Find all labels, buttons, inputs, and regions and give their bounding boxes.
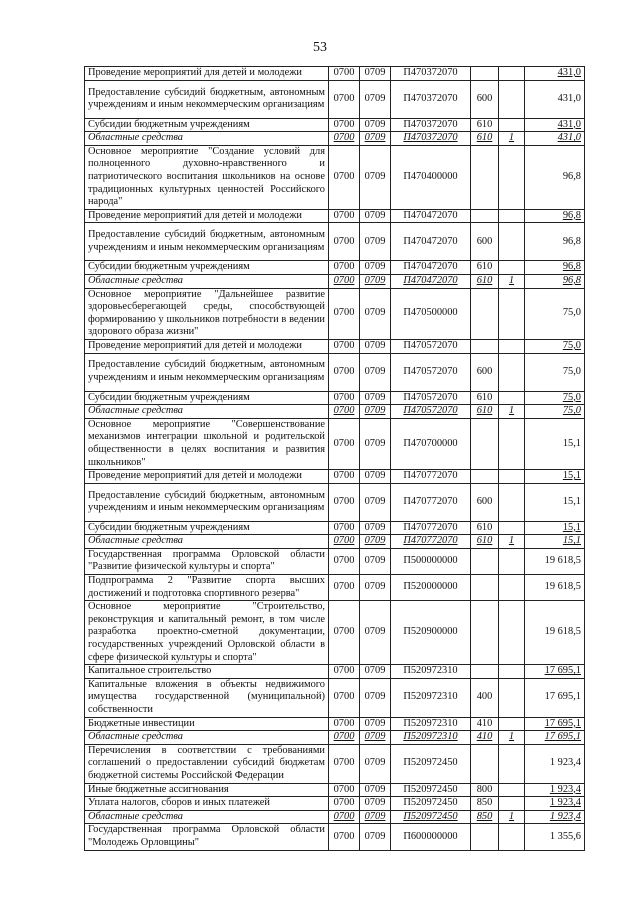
expense-type-code: 850 (471, 797, 499, 811)
subsection-code: 0709 (360, 470, 391, 484)
subsection-code: 0709 (360, 717, 391, 731)
funding-source (499, 80, 525, 118)
expense-type-code: 850 (471, 810, 499, 824)
row-name: Областные средства (85, 731, 329, 745)
target-article-code: П520972450 (391, 797, 471, 811)
subsection-code: 0709 (360, 132, 391, 146)
table-row (85, 339, 585, 353)
expense-type-code: 610 (471, 274, 499, 288)
page-number: 53 (313, 40, 327, 55)
target-article-code: П470372070 (391, 118, 471, 132)
subsection-code: 0709 (360, 810, 391, 824)
expense-type-code: 600 (471, 223, 499, 261)
table-row (85, 118, 585, 132)
subsection-code: 0709 (360, 261, 391, 275)
expense-type-code (471, 575, 499, 601)
table-row (85, 391, 585, 405)
subsection-code: 0709 (360, 665, 391, 679)
subsection-code: 0709 (360, 678, 391, 717)
table-row (85, 405, 585, 419)
subsection-code: 0709 (360, 67, 391, 81)
subsection-code: 0709 (360, 209, 391, 223)
table-row (85, 67, 585, 81)
section-code: 0700 (329, 418, 360, 469)
row-name: Предоставление субсидий бюджетным, автономным учреждениям и иным некоммерческим организациям (85, 483, 329, 521)
subsection-code: 0709 (360, 118, 391, 132)
expense-type-code (471, 548, 499, 574)
row-name: Проведение мероприятий для детей и молодежи (85, 470, 329, 484)
amount: 431,0 (525, 118, 585, 132)
table-row (85, 132, 585, 146)
row-name: Основное мероприятие "Строительство, реконструкция и капитальный ремонт, в том числе разработка проектно-сметной документации, государственных учреждений Орловской области в сфере физической культуры и спорта" (85, 601, 329, 665)
expense-type-code: 410 (471, 717, 499, 731)
target-article-code: П470572070 (391, 339, 471, 353)
target-article-code: П470572070 (391, 391, 471, 405)
table-row (85, 731, 585, 745)
section-code: 0700 (329, 470, 360, 484)
subsection-code: 0709 (360, 601, 391, 665)
amount: 96,8 (525, 274, 585, 288)
amount: 1 923,4 (525, 810, 585, 824)
table-row (85, 261, 585, 275)
table-row (85, 678, 585, 717)
target-article-code: П520972450 (391, 783, 471, 797)
row-name: Субсидии бюджетным учреждениям (85, 391, 329, 405)
subsection-code: 0709 (360, 405, 391, 419)
funding-source (499, 261, 525, 275)
amount: 1 923,4 (525, 783, 585, 797)
subsection-code: 0709 (360, 521, 391, 535)
row-name: Государственная программа Орловской области "Молодежь Орловщины" (85, 824, 329, 850)
expense-type-code: 410 (471, 731, 499, 745)
target-article-code: П520972310 (391, 717, 471, 731)
amount: 15,1 (525, 418, 585, 469)
funding-source (499, 209, 525, 223)
target-article-code: П470772070 (391, 521, 471, 535)
table-row (85, 575, 585, 601)
expense-type-code: 610 (471, 118, 499, 132)
amount: 96,8 (525, 145, 585, 209)
row-name: Проведение мероприятий для детей и молодежи (85, 339, 329, 353)
subsection-code: 0709 (360, 797, 391, 811)
expense-type-code (471, 418, 499, 469)
section-code: 0700 (329, 665, 360, 679)
expense-type-code: 610 (471, 535, 499, 549)
expense-type-code (471, 67, 499, 81)
amount: 96,8 (525, 261, 585, 275)
funding-source (499, 353, 525, 391)
section-code: 0700 (329, 731, 360, 745)
row-name: Основное мероприятие "Создание условий для полноценного духовно-нравственного и патриотического воспитания школьников на основе традиционных культурных ценностей Российского народа" (85, 145, 329, 209)
funding-source (499, 665, 525, 679)
target-article-code: П470472070 (391, 261, 471, 275)
table-row (85, 783, 585, 797)
funding-source (499, 118, 525, 132)
section-code: 0700 (329, 274, 360, 288)
funding-source (499, 717, 525, 731)
budget-table (84, 66, 585, 851)
row-name: Областные средства (85, 132, 329, 146)
expense-type-code (471, 145, 499, 209)
section-code: 0700 (329, 535, 360, 549)
subsection-code: 0709 (360, 339, 391, 353)
row-name: Субсидии бюджетным учреждениям (85, 118, 329, 132)
funding-source (499, 418, 525, 469)
expense-type-code: 610 (471, 391, 499, 405)
section-code: 0700 (329, 223, 360, 261)
target-article-code: П520972450 (391, 810, 471, 824)
amount: 75,0 (525, 391, 585, 405)
expense-type-code (471, 665, 499, 679)
amount: 1 355,6 (525, 824, 585, 850)
subsection-code: 0709 (360, 288, 391, 339)
expense-type-code (471, 470, 499, 484)
row-name: Субсидии бюджетным учреждениям (85, 261, 329, 275)
amount: 19 618,5 (525, 575, 585, 601)
target-article-code: П470372070 (391, 80, 471, 118)
funding-source (499, 470, 525, 484)
section-code: 0700 (329, 678, 360, 717)
row-name: Областные средства (85, 405, 329, 419)
subsection-code: 0709 (360, 483, 391, 521)
table-row (85, 223, 585, 261)
expense-type-code: 800 (471, 783, 499, 797)
target-article-code: П470572070 (391, 405, 471, 419)
table-row (85, 521, 585, 535)
expense-type-code: 600 (471, 483, 499, 521)
target-article-code: П520972450 (391, 744, 471, 783)
subsection-code: 0709 (360, 783, 391, 797)
amount: 19 618,5 (525, 548, 585, 574)
expense-type-code (471, 744, 499, 783)
row-name: Проведение мероприятий для детей и молодежи (85, 209, 329, 223)
amount: 15,1 (525, 521, 585, 535)
funding-source (499, 548, 525, 574)
funding-source (499, 575, 525, 601)
table-row (85, 418, 585, 469)
row-name: Капитальные вложения в объекты недвижимого имущества государственной (муниципальной) собственности (85, 678, 329, 717)
row-name: Предоставление субсидий бюджетным, автономным учреждениям и иным некоммерческим организациям (85, 223, 329, 261)
subsection-code: 0709 (360, 824, 391, 850)
amount: 17 695,1 (525, 731, 585, 745)
table-row (85, 288, 585, 339)
target-article-code: П500000000 (391, 548, 471, 574)
amount: 431,0 (525, 67, 585, 81)
funding-source (499, 339, 525, 353)
subsection-code: 0709 (360, 744, 391, 783)
funding-source (499, 67, 525, 81)
amount: 75,0 (525, 288, 585, 339)
expense-type-code: 610 (471, 132, 499, 146)
target-article-code: П470400000 (391, 145, 471, 209)
amount: 431,0 (525, 132, 585, 146)
table-row (85, 810, 585, 824)
funding-source: 1 (499, 274, 525, 288)
funding-source (499, 783, 525, 797)
expense-type-code (471, 601, 499, 665)
expense-type-code (471, 288, 499, 339)
subsection-code: 0709 (360, 80, 391, 118)
funding-source (499, 744, 525, 783)
funding-source (499, 521, 525, 535)
row-name: Государственная программа Орловской области "Развитие физической культуры и спорта" (85, 548, 329, 574)
section-code: 0700 (329, 67, 360, 81)
subsection-code: 0709 (360, 535, 391, 549)
section-code: 0700 (329, 209, 360, 223)
table-row (85, 548, 585, 574)
amount: 15,1 (525, 470, 585, 484)
subsection-code: 0709 (360, 353, 391, 391)
target-article-code: П470372070 (391, 132, 471, 146)
row-name: Иные бюджетные ассигнования (85, 783, 329, 797)
section-code: 0700 (329, 405, 360, 419)
section-code: 0700 (329, 575, 360, 601)
target-article-code: П470772070 (391, 483, 471, 521)
subsection-code: 0709 (360, 145, 391, 209)
row-name: Основное мероприятие "Совершенствование механизмов интеграции школьной и родительской общественности в целях воспитания и развития школьников" (85, 418, 329, 469)
expense-type-code (471, 339, 499, 353)
row-name: Областные средства (85, 535, 329, 549)
row-name: Субсидии бюджетным учреждениям (85, 521, 329, 535)
section-code: 0700 (329, 353, 360, 391)
target-article-code: П520972310 (391, 731, 471, 745)
funding-source (499, 223, 525, 261)
table-row (85, 470, 585, 484)
row-name: Областные средства (85, 274, 329, 288)
funding-source (499, 483, 525, 521)
target-article-code: П470700000 (391, 418, 471, 469)
section-code: 0700 (329, 783, 360, 797)
target-article-code: П470772070 (391, 470, 471, 484)
table-row (85, 717, 585, 731)
table-row (85, 353, 585, 391)
target-article-code: П470372070 (391, 67, 471, 81)
table-row (85, 824, 585, 850)
table-row (85, 80, 585, 118)
row-name: Бюджетные инвестиции (85, 717, 329, 731)
expense-type-code: 610 (471, 521, 499, 535)
row-name: Проведение мероприятий для детей и молодежи (85, 67, 329, 81)
section-code: 0700 (329, 521, 360, 535)
amount: 431,0 (525, 80, 585, 118)
row-name: Основное мероприятие "Дальнейшее развитие здоровьесберегающей среды, способствующей формированию у школьников потребности в ведении здорового образа жизни" (85, 288, 329, 339)
subsection-code: 0709 (360, 223, 391, 261)
target-article-code: П520972310 (391, 678, 471, 717)
expense-type-code: 600 (471, 353, 499, 391)
table-row (85, 535, 585, 549)
target-article-code: П470772070 (391, 535, 471, 549)
amount: 15,1 (525, 483, 585, 521)
target-article-code: П470472070 (391, 223, 471, 261)
table-row (85, 274, 585, 288)
expense-type-code: 600 (471, 80, 499, 118)
subsection-code: 0709 (360, 391, 391, 405)
table-row (85, 145, 585, 209)
section-code: 0700 (329, 483, 360, 521)
table-row (85, 209, 585, 223)
table-row (85, 665, 585, 679)
target-article-code: П520900000 (391, 601, 471, 665)
section-code: 0700 (329, 118, 360, 132)
row-name: Уплата налогов, сборов и иных платежей (85, 797, 329, 811)
section-code: 0700 (329, 548, 360, 574)
row-name: Перечисления в соответствии с требованиями соглашений о предоставлении субсидий бюджетам бюджетной системы Российской Федерации (85, 744, 329, 783)
expense-type-code (471, 209, 499, 223)
section-code: 0700 (329, 601, 360, 665)
funding-source: 1 (499, 810, 525, 824)
funding-source: 1 (499, 405, 525, 419)
funding-source (499, 288, 525, 339)
target-article-code: П470500000 (391, 288, 471, 339)
amount: 75,0 (525, 405, 585, 419)
target-article-code: П470572070 (391, 353, 471, 391)
amount: 19 618,5 (525, 601, 585, 665)
amount: 1 923,4 (525, 797, 585, 811)
section-code: 0700 (329, 797, 360, 811)
funding-source (499, 678, 525, 717)
section-code: 0700 (329, 810, 360, 824)
section-code: 0700 (329, 261, 360, 275)
row-name: Областные средства (85, 810, 329, 824)
amount: 15,1 (525, 535, 585, 549)
target-article-code: П470472070 (391, 209, 471, 223)
amount: 17 695,1 (525, 665, 585, 679)
expense-type-code (471, 824, 499, 850)
section-code: 0700 (329, 132, 360, 146)
section-code: 0700 (329, 339, 360, 353)
subsection-code: 0709 (360, 274, 391, 288)
funding-source: 1 (499, 132, 525, 146)
amount: 17 695,1 (525, 678, 585, 717)
expense-type-code: 400 (471, 678, 499, 717)
expense-type-code: 610 (471, 261, 499, 275)
amount: 75,0 (525, 339, 585, 353)
table-row (85, 601, 585, 665)
amount: 96,8 (525, 223, 585, 261)
target-article-code: П470472070 (391, 274, 471, 288)
amount: 75,0 (525, 353, 585, 391)
section-code: 0700 (329, 288, 360, 339)
funding-source: 1 (499, 535, 525, 549)
subsection-code: 0709 (360, 731, 391, 745)
funding-source: 1 (499, 731, 525, 745)
section-code: 0700 (329, 717, 360, 731)
subsection-code: 0709 (360, 548, 391, 574)
row-name: Предоставление субсидий бюджетным, автономным учреждениям и иным некоммерческим организациям (85, 80, 329, 118)
budget-table-body (85, 67, 585, 851)
expense-type-code: 610 (471, 405, 499, 419)
amount: 96,8 (525, 209, 585, 223)
row-name: Капитальное строительство (85, 665, 329, 679)
section-code: 0700 (329, 744, 360, 783)
section-code: 0700 (329, 80, 360, 118)
row-name: Предоставление субсидий бюджетным, автономным учреждениям и иным некоммерческим организациям (85, 353, 329, 391)
amount: 1 923,4 (525, 744, 585, 783)
table-row (85, 744, 585, 783)
funding-source (499, 145, 525, 209)
funding-source (499, 797, 525, 811)
amount: 17 695,1 (525, 717, 585, 731)
subsection-code: 0709 (360, 575, 391, 601)
target-article-code: П520000000 (391, 575, 471, 601)
funding-source (499, 601, 525, 665)
section-code: 0700 (329, 391, 360, 405)
section-code: 0700 (329, 145, 360, 209)
target-article-code: П600000000 (391, 824, 471, 850)
section-code: 0700 (329, 824, 360, 850)
table-row (85, 483, 585, 521)
funding-source (499, 824, 525, 850)
row-name: Подпрограмма 2 "Развитие спорта высших достижений и подготовка спортивного резерва" (85, 575, 329, 601)
table-row (85, 797, 585, 811)
subsection-code: 0709 (360, 418, 391, 469)
target-article-code: П520972310 (391, 665, 471, 679)
funding-source (499, 391, 525, 405)
